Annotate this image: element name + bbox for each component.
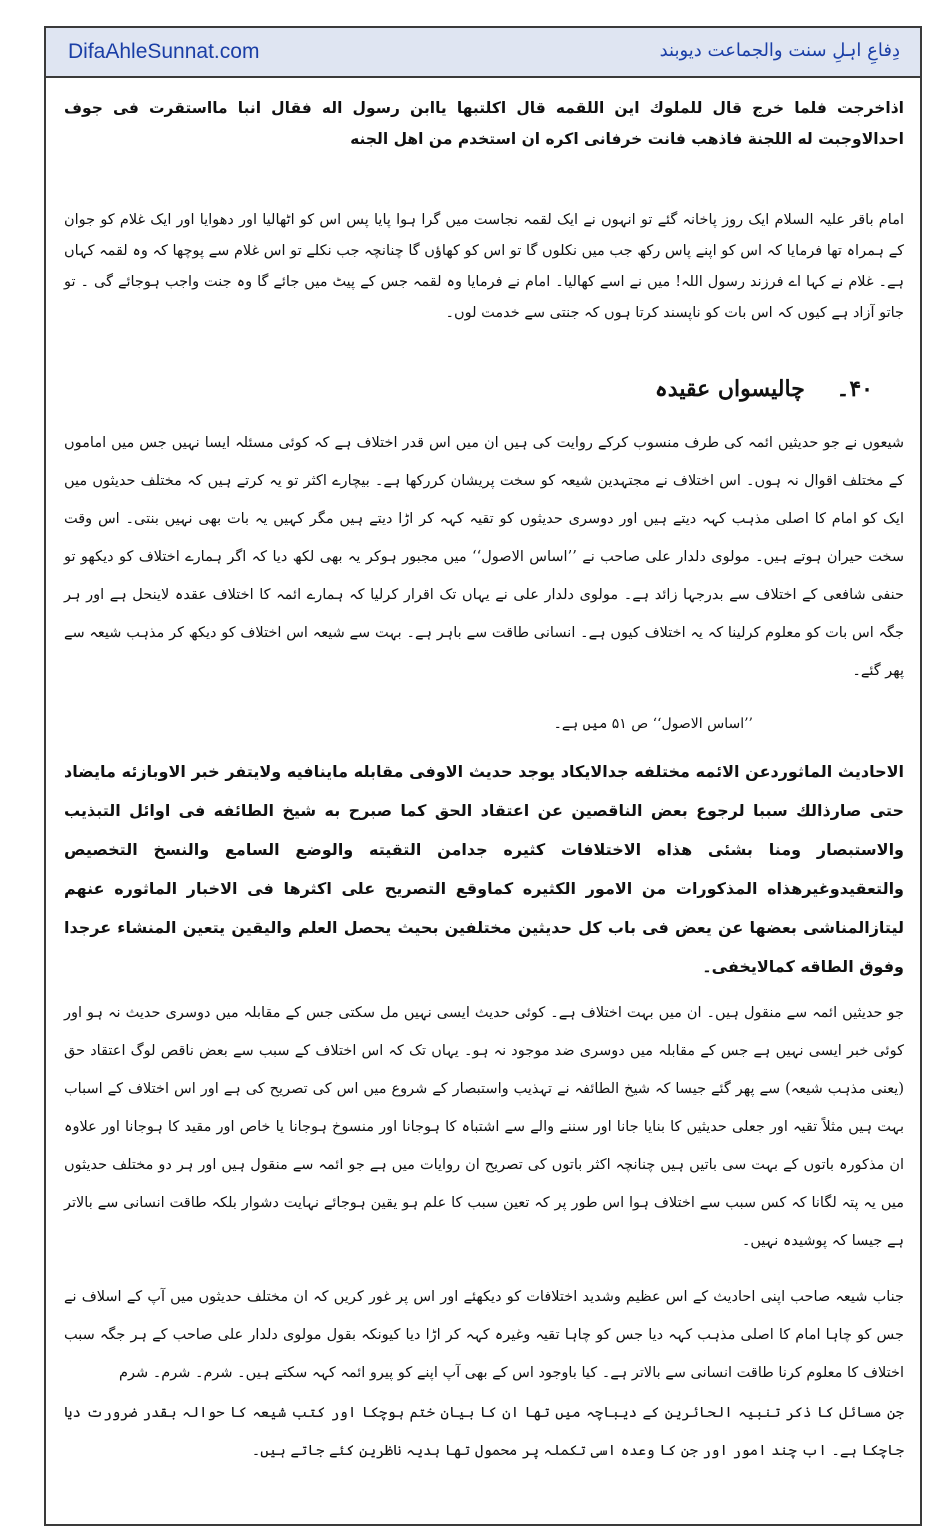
site-url[interactable]: DifaAhleSunnat.com [68,40,260,63]
urdu-paragraph-4: جناب شیعہ صاحب اپنی احادیث کے اس عظیم وشدید اختلافات کو دیکھئے اور اس پر غور کریں کہ ان مختلف حدیثوں میں آپ کے اسلاف نے جس کو چاہا امام کا اصلی مذہب کہہ دیا جس کو چاہا تقیہ وغیرہ کہہ کر اڑا دیا کیونکہ بقول مولوی دلدار علی صاحب کے ہر جگہ سبب اختلاف کا معلوم کرنا طاقت انسانی سے بالاتر ہے۔ کیا باوجود اس کے بھی آپ اپنے کو پیرو ائمہ کہہ سکتے ہیں۔ شرم۔ شرم۔ شرم [64,1289,904,1381]
header-title: دِفاعِ اہلِ سنت والجماعت دیوبند [659,40,900,61]
page-header [44,26,922,78]
arabic-quote-2: الاحاديث الماثوردعن الائمه مختلفه جدالايكاد يوجد حديث الاوفى مقابله ماينافيه ولايتفر خبر الاوبازئه مايضاد حتى صارذالك سببا لرجوع بعض الناقصين عن اعتقاد الحق كما صبرح به شيخ الطائفه فى اوائل التبذيب والاستبصار ومنا بشئى هذاه الاختلافات كثيره جدامن التقيته والوضع السامع والنسخ التخصيص والتعقيدوغيرهذاه المذكورات من الامور الكثيره كماوقع التصريح على اكثرها فى الاخبار الماثوره عنهم ليتازالمناشى بعضها عن يعض فى باب كل حديثين مختلفين بحيث يحصل العلم واليقين يتعين المنشاء عرجدا وفوق الطاقه كمالايخفى۔ [64,762,904,976]
section-heading [655,376,873,402]
urdu-paragraph-1: امام باقر علیہ السلام ایک روز پاخانہ گئے تو انہوں نے ایک لقمہ نجاست میں گرا ہوا پایا پس اس کو اٹھالیا اور دھوایا اور ایک غلام کو جوان کے ہمراہ تھا فرمایا کہ اس کو اپنے پاس رکھ جب میں نکلوں گا تو اس کو کھاؤں گا چنانچہ جب نکلے تو اس غلام سے پوچھا کہ وہ لقمہ کہاں ہے۔ غلام نے کہا اے فرزند رسول اللہ! میں نے اسے کھالیا۔ امام نے فرمایا وہ لقمہ جس کے پیٹ میں جائے گا وہ جنت واجب ہوجائے گی ۔ تو جاتو آزاد ہے کیوں کہ اس بات کو ناپسند کرتا ہوں کہ جنتی سے خدمت لوں۔ [64,212,904,321]
section-number: ۴۰۔ [836,376,873,402]
section-title: چالیسواں عقیدہ [654,376,805,402]
arabic-quote-1: اذاخرجت فلما خرج قال للملوك اين اللقمه قال اكلتبها ياابن رسول اله فقال انبا مااستقرت فى جوف احدالاوجبت له اللجنة فاذهب فانت خرفانى اكره ان استخدم من اهل الجنه [64,99,904,148]
reference-line: ’’اساس الاصول‘‘ ص ۵۱ میں ہے۔ [553,716,753,732]
urdu-paragraph-3: جو حدیثیں ائمہ سے منقول ہیں۔ ان میں بہت اختلاف ہے۔ کوئی حدیث ایسی نہیں مل سکتی جس کے مقابلہ میں دوسری حدیث نہ ہو اور کوئی خبر ایسی نہیں ہے جس کے مقابلہ میں دوسری ضد موجود نہ ہو۔ یہاں تک کہ اس اختلاف کے سبب سے بعض ناقص لوگ اعتقاد حق (یعنی مذہب شیعہ) سے پھر گئے جیسا کہ شیخ الطائفہ نے تہذیب واستبصار کے شروع میں اس کی تصریح کی ہے اور اس اختلاف کے اسباب بہت ہیں مثلاً تقیہ اور جعلی حدیثیں کا بنایا جانا اور سننے والے سے اشتباہ کا ہوجانا اور منسوخ ہوجانا یا خاص اور مقید کا ہوجانا اور علاوہ ان مذکورہ باتوں کے بہت سی باتیں ہیں چنانچہ اکثر باتوں کی تصریح ان روایات میں ہے جو ائمہ سے منقول ہیں اور ہر دو مختلف حدیثوں میں یہ پتہ لگانا کہ کس سبب سے اختلاف ہوا اس طور پر کہ تعین سبب کا علم ہو یقین ہوجائے نہایت دشوار بلکہ طاقت انسانی سے بالاتر ہے جیسا کہ پوشیدہ نہیں۔ [64,1005,904,1249]
urdu-paragraph-2: شیعوں نے جو حدیثیں ائمہ کی طرف منسوب کرکے روایت کی ہیں ان میں اس قدر اختلاف ہے کہ کوئی مسئلہ ایسا نہیں جس میں اماموں کے مختلف اقوال نہ ہوں۔ اس اختلاف نے مجتہدین شیعہ کو سخت پریشان کررکھا ہے۔ بیچارے اکثر تو یہ کرتے ہیں کہ مختلف حدیثوں میں ایک کو امام کا اصلی مذہب کہہ دیتے ہیں اور دوسری حدیثوں کو تقیہ کہہ کر اڑا دیتے ہیں مگر کہیں یہ بات بھی نہیں بنتی۔ اس وقت سخت حیران ہوتے ہیں۔ مولوی دلدار علی صاحب نے ’’اساس الاصول‘‘ میں مجبور ہوکر یہ بھی لکھ دیا کہ اگر ہمارے اختلاف کو دیکھو تو حنفی شافعی کے اختلاف سے بدرجہا زائد ہے۔ مولوی دلدار علی نے یہاں تک اقرار کرلیا کہ ہمارے ائمہ کا اختلاف عقدہ لاینحل ہے اور ہر جگہ اس بات کو معلوم کرلینا کہ یہ اختلاف کیوں ہے۔ انسانی طاقت سے باہر ہے۔ بہت سے شیعہ اس اختلاف کو دیکھ کر مذہب شیعہ سے پھر گئے۔ [64,435,904,679]
urdu-paragraph-5: جن مسائل کا ذکر تنبیہ الحائرین کے دیباچہ میں تھا ان کا بیان ختم ہوچکا اور کتب شیعہ کا حوالہ بقدر ضرورت دیا جاچکا ہے۔ اب چند امور اور جن کا وعدہ اسی تکملہ پر محمول تھا ہدیہ ناظرین کئے جاتے ہیں۔ [64,1405,904,1459]
